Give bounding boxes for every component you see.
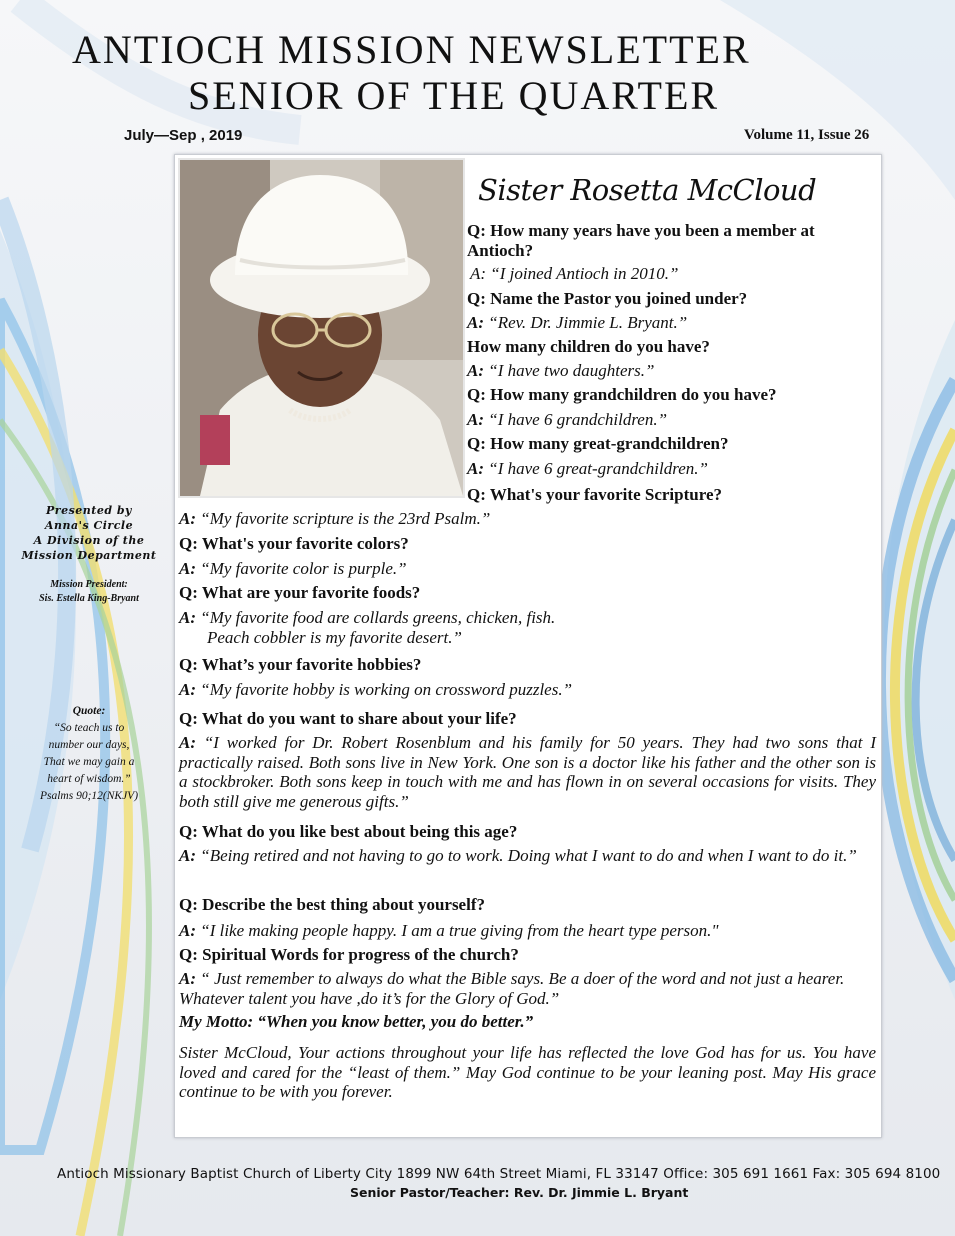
presented-by-block: [14, 503, 164, 563]
answer-text: “My favorite hobby is working on crossword puzzles.”: [196, 680, 573, 699]
question-8: Q: What are your favorite foods?: [179, 583, 421, 602]
president-label: Mission President:: [50, 579, 128, 590]
answer-7: [179, 558, 407, 579]
newsletter-subtitle: SENIOR OF THE QUARTER: [188, 73, 720, 118]
answer-text: “My favorite food are collards greens, chicken, fish.: [196, 608, 556, 627]
answer-1: [470, 263, 678, 284]
church-address: Antioch Missionary Baptist Church of Liberty City 1899 NW 64th Street Miami, FL 33147 Office: 305 691 1661 Fax: 305 694 8100: [57, 1166, 941, 1182]
quote-label: Quote:: [72, 705, 106, 717]
answer-13: [179, 969, 876, 1008]
question-3: How many children do you have?: [467, 337, 710, 356]
answer-label: A:: [179, 509, 196, 528]
quote-line: heart of wisdom.”: [47, 773, 131, 785]
answer-label: A:: [179, 921, 196, 940]
answer-label: A:: [467, 361, 484, 380]
answer-5: [467, 458, 708, 479]
answer-9: [179, 679, 572, 700]
volume-issue: Volume 11, Issue 26: [744, 127, 870, 143]
answer-text: “I have 6 great-grandchildren.”: [484, 459, 708, 478]
answer-text: “I worked for Dr. Robert Rosenblum and his family for 50 years. They had two sons that I practically raised. Both sons live in New York. One son is a doctor like his father and the other son is a stockbroker. Both sons keep in touch with me and has flown in on several occasions for visits. They both still give me generous gifts.”: [179, 733, 876, 811]
answer-label: A:: [179, 733, 196, 752]
answer-8-cont: Peach cobbler is my favorite desert.”: [207, 628, 462, 647]
presented-line: A Division of the: [33, 534, 145, 547]
question-1-cont: Antioch?: [467, 241, 534, 260]
answer-text: “Being retired and not having to go to work. Doing what I want to do and when I want to do it.”: [196, 846, 857, 865]
closing-message: [179, 1043, 876, 1102]
issue-date: July—Sep , 2019: [124, 127, 243, 144]
question-9: Q: What’s your favorite hobbies?: [179, 655, 422, 674]
closing-name: Sister McCloud,: [179, 1043, 292, 1062]
answer-label: A:: [179, 846, 196, 865]
senior-name: Sister Rosetta McCloud: [478, 173, 817, 207]
answer-text: “ Just remember to always do what the Bible says. Be a doer of the word and not just a hearer. Whatever talent you have ,do it’s for the Glory of God.”: [179, 969, 845, 1008]
answer-6: [179, 508, 490, 529]
closing-text: Your actions throughout your life has reflected the love God has for us. You have loved and cared for the “least of them.” May God continue to be your leaning post. May His grace continue to be with you forever.: [179, 1043, 876, 1101]
question-7: Q: What's your favorite colors?: [179, 534, 409, 553]
question-2: Q: Name the Pastor you joined under?: [467, 289, 748, 308]
answer-4: [467, 409, 667, 430]
answer-12: [179, 920, 719, 941]
answer-label: A:: [467, 313, 484, 332]
presented-line: Anna's Circle: [44, 519, 134, 532]
question-5: Q: How many great-grandchildren?: [467, 434, 729, 453]
question-4: Q: How many grandchildren do you have?: [467, 385, 777, 404]
presented-line: Mission Department: [21, 549, 157, 562]
answer-text: : “I joined Antioch in 2010.”: [480, 264, 679, 283]
answer-text: “Rev. Dr. Jimmie L. Bryant.”: [484, 313, 688, 332]
answer-10: [179, 733, 876, 811]
newsletter-title: ANTIOCH MISSION NEWSLETTER: [72, 27, 751, 72]
answer-label: A:: [179, 969, 196, 988]
question-11: Q: What do you like best about being this age?: [179, 822, 518, 841]
question-1: Q: How many years have you been a member at: [467, 221, 815, 240]
answer-text: “I have two daughters.”: [484, 361, 655, 380]
quote-line: number our days,: [48, 739, 130, 751]
presented-line: Presented by: [46, 504, 132, 517]
motto: My Motto: “When you know better, you do better.”: [179, 1012, 534, 1031]
quote-line: That we may gain a: [43, 756, 135, 768]
senior-pastor: Senior Pastor/Teacher: Rev. Dr. Jimmie L. Bryant: [350, 1185, 689, 1200]
portrait-photo-icon: [180, 160, 463, 496]
answer-11: [179, 846, 876, 866]
question-12: Q: Describe the best thing about yourself?: [179, 895, 485, 914]
answer-label: A:: [467, 459, 484, 478]
mission-president-block: [18, 578, 160, 606]
question-10: Q: What do you want to share about your life?: [179, 709, 517, 728]
answer-text: “My favorite scripture is the 23rd Psalm.”: [196, 509, 491, 528]
president-name: Sis. Estella King-Bryant: [39, 593, 139, 604]
quote-line: Psalms 90;12(NKJV): [39, 790, 139, 802]
answer-label: A:: [179, 608, 196, 627]
answer-label: A:: [179, 680, 196, 699]
portrait-photo: [178, 158, 465, 498]
answer-label: A:: [467, 410, 484, 429]
answer-text: “I have 6 grandchildren.”: [484, 410, 668, 429]
answer-3: [467, 360, 654, 381]
question-6: Q: What's your favorite Scripture?: [467, 485, 722, 504]
answer-label: A:: [179, 559, 196, 578]
answer-2: [467, 312, 687, 333]
answer-text: “My favorite color is purple.”: [196, 559, 407, 578]
quote-block: [18, 703, 160, 805]
answer-8: [179, 607, 555, 628]
question-13: Q: Spiritual Words for progress of the church?: [179, 945, 519, 964]
quote-line: “So teach us to: [53, 722, 125, 734]
answer-text: “I like making people happy. I am a true giving from the heart type person.": [196, 921, 719, 940]
answer-label: A: [470, 264, 481, 283]
